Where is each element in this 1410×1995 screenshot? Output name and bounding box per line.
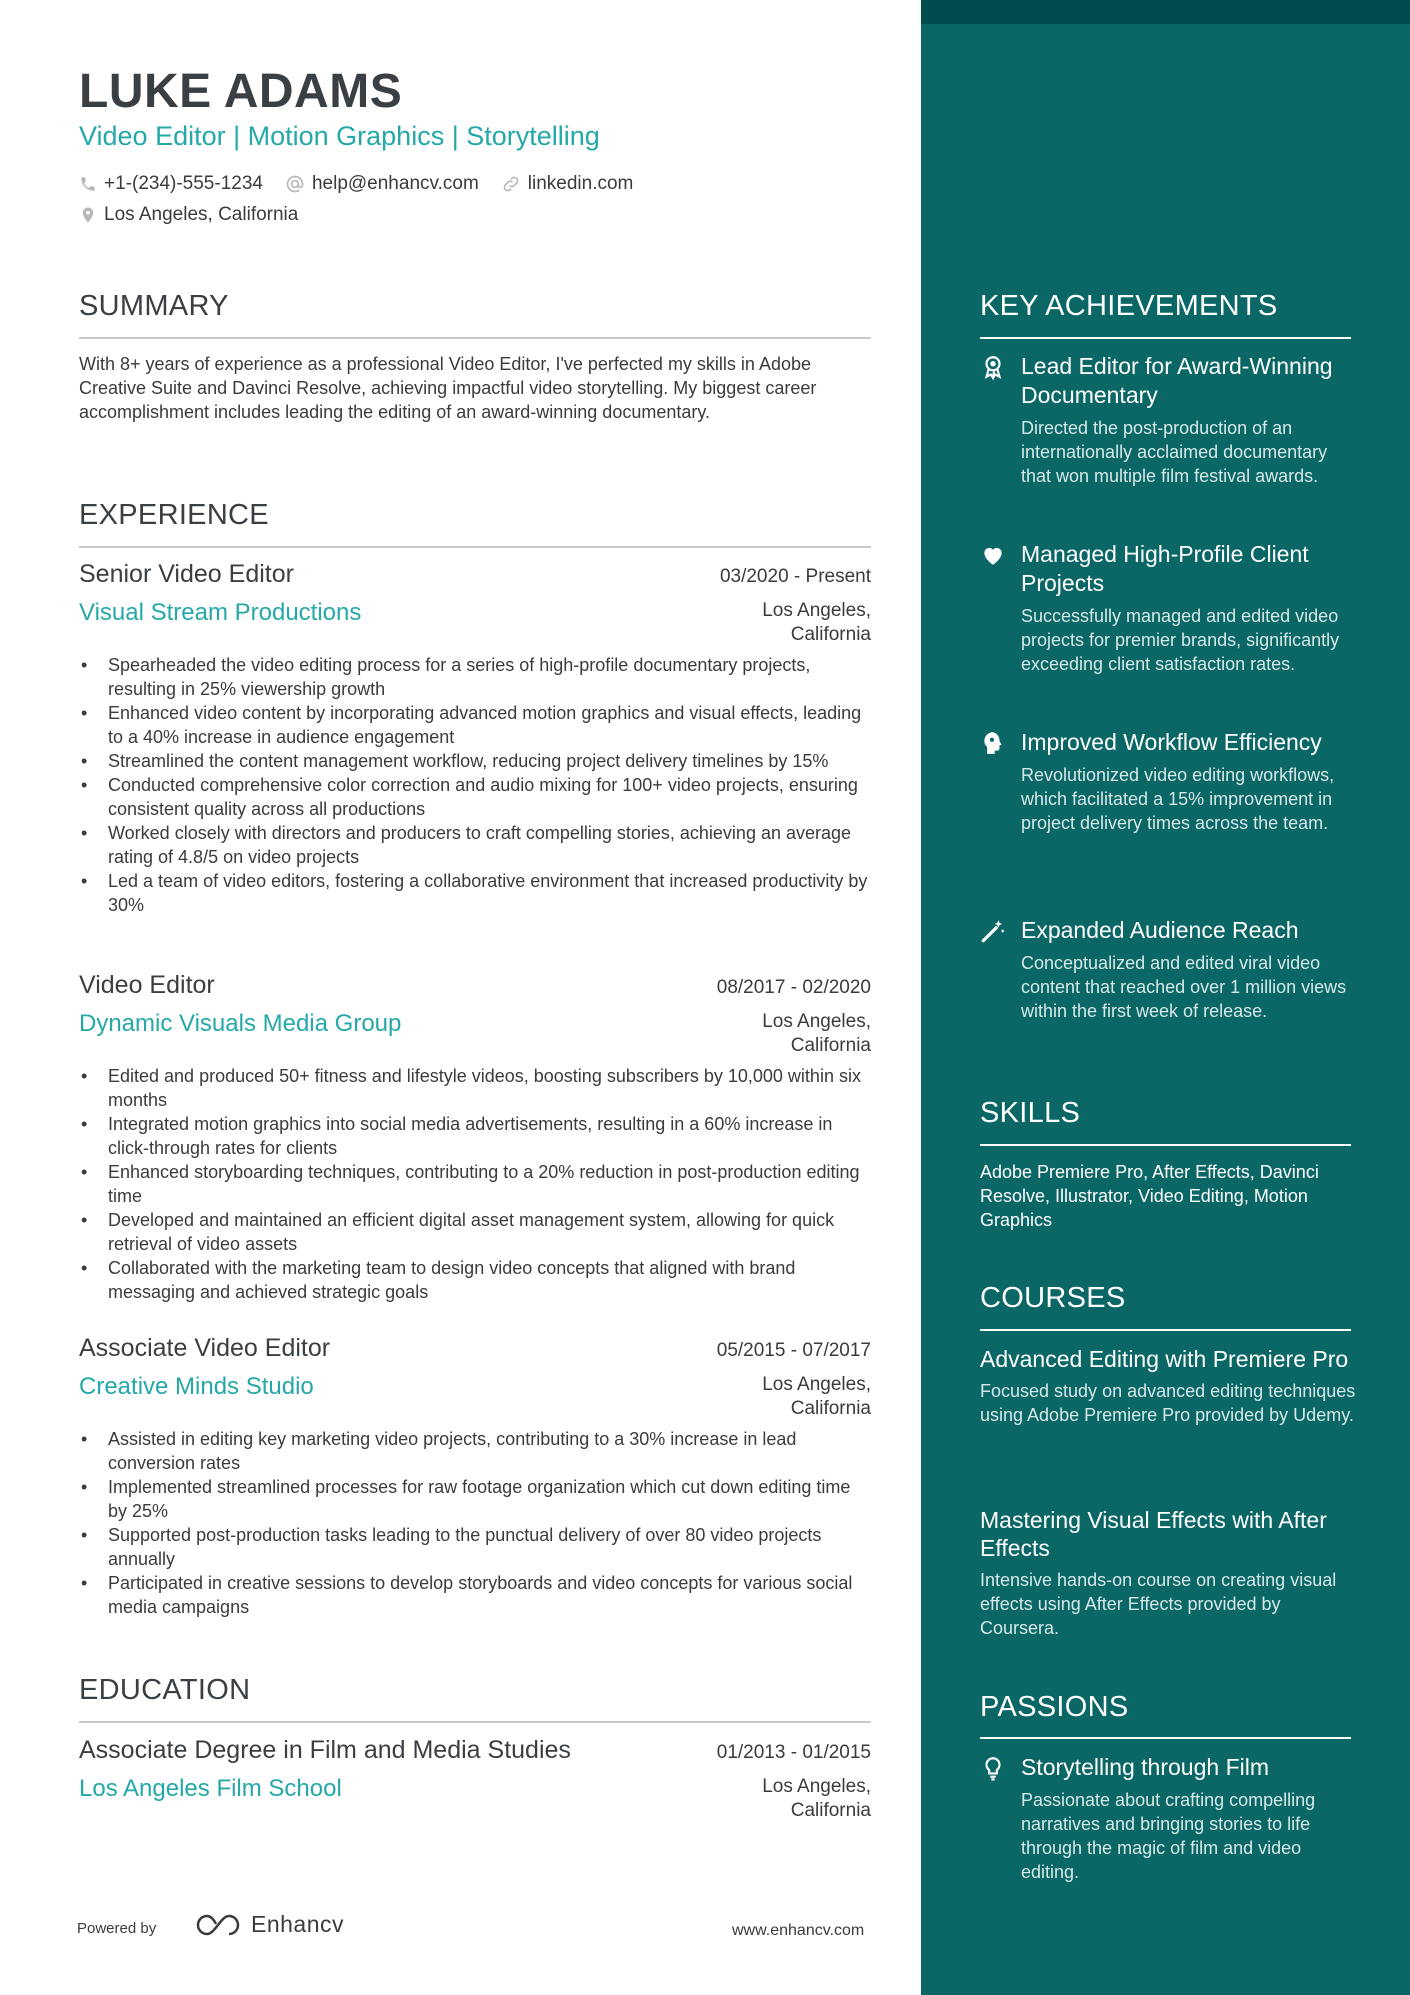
passion-desc: Passionate about crafting compelling narratives and bringing stories to life through the magic of film and video editing. [1021, 1790, 1316, 1882]
heart-icon [980, 542, 1006, 568]
achievement-desc: Conceptualized and edited viral video content that reached over 1 million views within the first week of release. [1021, 953, 1347, 1021]
bullet-item: • Collaborated with the marketing team to design video concepts that aligned with brand messaging and achieved strategic goals [79, 1256, 871, 1304]
skills-list: Adobe Premiere Pro, After Effects, Davinci Resolve, Illustrator, Video Editing, Motion Graphics [980, 1162, 1319, 1230]
brand-name: Enhancv [251, 1911, 345, 1937]
job-dates: 05/2015 - 07/2017 [716, 1340, 871, 1361]
phone-icon [79, 175, 97, 193]
lightbulb-icon [980, 1755, 1006, 1781]
courses-divider [980, 1329, 1351, 1331]
skills-divider [980, 1144, 1351, 1146]
course-desc: Focused study on advanced editing techniques using Adobe Premiere Pro provided by Udemy. [980, 1381, 1356, 1425]
achievement-item [980, 916, 1360, 1023]
bullet-item: • Participated in creative sessions to develop storyboards and video concepts for various social media campaigns [79, 1571, 871, 1619]
sidebar [921, 0, 1410, 1995]
bullet-item: • Streamlined the content management workflow, reducing project delivery timelines by 15% [79, 749, 871, 773]
contact-phone [79, 173, 263, 195]
bullet-item: • Led a team of video editors, fostering a collaborative environment that increased productivity by 30% [79, 869, 871, 917]
bullet-item: • Conducted comprehensive color correction and audio mixing for 100+ video projects, ensuring consistent quality across all productions [79, 773, 871, 821]
job-title: Senior Video Editor [79, 560, 294, 588]
achievement-title: Lead Editor for Award-Winning Documentary [1021, 353, 1333, 408]
location-text: Los Angeles, California [104, 204, 299, 225]
achievement-title: Expanded Audience Reach [1021, 917, 1299, 943]
achievement-desc: Successfully managed and edited video projects for premier brands, significantly exceeding client satisfaction rates. [1021, 606, 1340, 674]
job-entry [79, 971, 871, 1304]
job-dates: 08/2017 - 02/2020 [716, 977, 871, 998]
headline: Video Editor | Motion Graphics | Storytelling [79, 121, 600, 151]
award-ribbon-icon [980, 354, 1006, 380]
bullet-item: • Integrated motion graphics into social media advertisements, resulting in a 60% increase in click-through rates for clients [79, 1112, 871, 1160]
course-desc: Intensive hands-on course on creating visual effects using After Effects provided by Coursera. [980, 1570, 1337, 1638]
summary-divider [79, 337, 871, 339]
job-location: Los Angeles, California [762, 600, 871, 645]
at-sign-icon [285, 174, 305, 194]
bullet-item: • Enhanced storyboarding techniques, contributing to a 20% reduction in post-production editing time [79, 1160, 871, 1208]
job-entry [79, 1334, 871, 1619]
enhancv-logo[interactable] [195, 1911, 344, 1938]
contact-location [79, 204, 298, 226]
contact-row-location [79, 204, 320, 226]
candidate-name: LUKE ADAMS [79, 65, 403, 118]
course-item [980, 1345, 1360, 1427]
education-divider [79, 1721, 871, 1723]
experience-divider [79, 546, 871, 548]
company-name: Dynamic Visuals Media Group [79, 1010, 402, 1037]
job-entry [79, 560, 871, 917]
job-title: Video Editor [79, 971, 215, 999]
achievements-heading: KEY ACHIEVEMENTS [980, 290, 1278, 322]
education-heading: EDUCATION [79, 1674, 251, 1706]
footer-url[interactable]: www.enhancv.com [732, 1922, 865, 1939]
company-name: Creative Minds Studio [79, 1373, 314, 1400]
education-entry [79, 1736, 871, 1823]
sidebar-top-band [921, 0, 1410, 24]
contact-row [79, 173, 655, 195]
map-pin-icon [79, 205, 97, 225]
email-text[interactable]: help@enhancv.com [311, 173, 479, 194]
bullet-item: • Spearheaded the video editing process for a series of high-profile documentary projects, resulting in 25% viewership growth [79, 653, 871, 701]
achievement-item [980, 352, 1360, 488]
passions-divider [980, 1737, 1351, 1739]
bullet-item: • Assisted in editing key marketing video projects, contributing to a 30% increase in lead conversion rates [79, 1427, 871, 1475]
achievements-divider [980, 337, 1351, 339]
powered-by-label: Powered by [77, 1920, 157, 1937]
achievement-item [980, 540, 1360, 676]
job-title: Associate Video Editor [79, 1334, 331, 1362]
bullet-item: • Enhanced video content by incorporating advanced motion graphics and visual effects, leading to a 40% increase in audience engagement [79, 701, 871, 749]
contact-email[interactable] [285, 173, 479, 195]
passions-heading: PASSIONS [980, 1691, 1129, 1723]
magic-wand-icon [980, 918, 1006, 944]
course-title: Advanced Editing with Premiere Pro [980, 1346, 1349, 1372]
job-bullets [79, 1427, 871, 1619]
school-name: Los Angeles Film School [79, 1775, 342, 1802]
course-title: Mastering Visual Effects with After Effects [980, 1507, 1327, 1561]
achievement-title: Managed High-Profile Client Projects [1021, 541, 1309, 596]
brain-head-icon [980, 730, 1006, 756]
phone-text: +1-(234)-555-1234 [104, 173, 263, 194]
passion-item [980, 1753, 1360, 1884]
bullet-item: • Edited and produced 50+ fitness and lifestyle videos, boosting subscribers by 10,000 within six months [79, 1064, 871, 1112]
education-dates: 01/2013 - 01/2015 [716, 1742, 871, 1763]
school-location: Los Angeles, California [762, 1776, 871, 1821]
job-bullets [79, 653, 871, 917]
job-bullets [79, 1064, 871, 1304]
bullet-item: • Implemented streamlined processes for raw footage organization which cut down editing time by 25% [79, 1475, 871, 1523]
achievement-title: Improved Workflow Efficiency [1021, 729, 1322, 755]
job-dates: 03/2020 - Present [719, 566, 871, 587]
infinity-logo-icon [195, 1912, 241, 1938]
bullet-item: • Developed and maintained an efficient digital asset management system, allowing for quick retrieval of video assets [79, 1208, 871, 1256]
skills-heading: SKILLS [980, 1097, 1081, 1129]
linkedin-text[interactable]: linkedin.com [527, 173, 634, 194]
job-location: Los Angeles, California [762, 1011, 871, 1056]
company-name: Visual Stream Productions [79, 599, 362, 626]
bullet-item: • Worked closely with directors and producers to craft compelling stories, achieving an average rating of 4.8/5 on video projects [79, 821, 871, 869]
course-item [980, 1506, 1360, 1640]
courses-heading: COURSES [980, 1282, 1126, 1314]
job-location: Los Angeles, California [762, 1374, 871, 1419]
contact-linkedin[interactable] [501, 173, 634, 195]
achievement-desc: Revolutionized video editing workflows, which facilitated a 15% improvement in project delivery times across the team. [1021, 765, 1335, 833]
achievement-item [980, 728, 1360, 835]
summary-heading: SUMMARY [79, 290, 229, 322]
passion-title: Storytelling through Film [1021, 1754, 1269, 1780]
bullet-item: • Supported post-production tasks leading to the punctual delivery of over 80 video projects annually [79, 1523, 871, 1571]
experience-heading: EXPERIENCE [79, 499, 269, 531]
degree-title: Associate Degree in Film and Media Studies [79, 1736, 571, 1764]
summary-text: With 8+ years of experience as a professional Video Editor, I've perfected my skills in Adobe Creative Suite and Davinci Resolve, achieving impactful video storytelling. My biggest career accomplishment includes leading the editing of an award-winning documentary. [79, 354, 817, 422]
achievement-desc: Directed the post-production of an internationally acclaimed documentary that won multiple film festival awards. [1021, 418, 1328, 486]
link-icon [501, 174, 521, 194]
